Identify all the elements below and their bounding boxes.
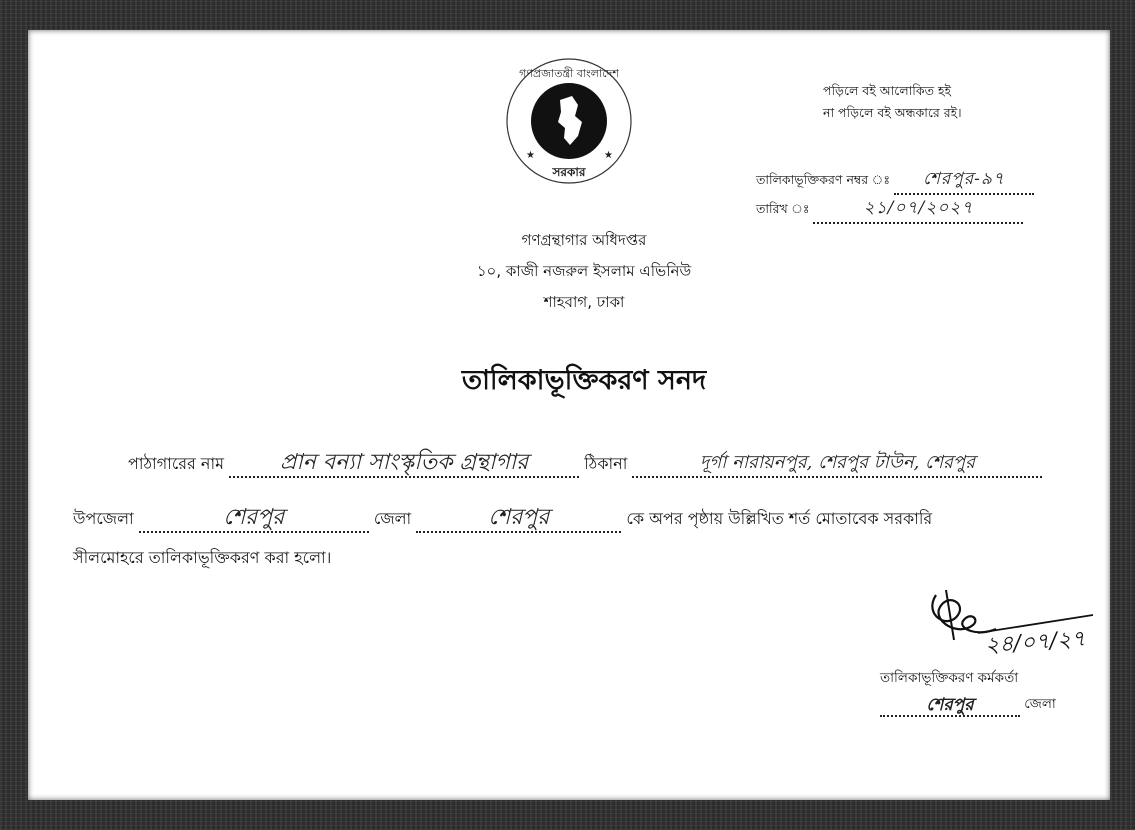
library-name-label: পাঠাগারের নাম xyxy=(128,454,225,473)
closing-line: সীলমোহরে তালিকাভূক্তিকরণ করা হলো। xyxy=(73,548,332,567)
line2-tail-text: কে অপর পৃষ্ঠায় উল্লিখিত শর্ত মোতাবেক সরকারি xyxy=(626,509,933,528)
district-value: শেরপুর xyxy=(416,505,621,533)
certificate-page xyxy=(28,30,1110,800)
officer-block xyxy=(880,665,1056,717)
district-label: জেলা xyxy=(373,509,412,528)
seal-top-text: গণপ্রজাতন্ত্রী বাংলাদেশ xyxy=(519,67,619,80)
office-name: গণগ্রন্থাগার অধিদপ্তর xyxy=(521,231,647,249)
library-line xyxy=(128,450,1042,478)
office-address-line1: ১০, কাজী নজরুল ইসলাম এভিনিউ xyxy=(476,262,692,280)
registration-date-label: তারিখ ঃ xyxy=(756,201,810,216)
office-address-line2: শাহবাগ, ঢাকা xyxy=(543,293,625,311)
upazila-value: শেরপুর xyxy=(139,505,369,533)
signature-date: ২৪/০৭/২৭ xyxy=(984,626,1087,659)
address-label: ঠিকানা xyxy=(584,454,628,473)
registration-block xyxy=(756,166,1034,224)
registration-date-value: ২১/০৭/২০২৭ xyxy=(863,198,974,218)
certificate-title-wrap xyxy=(28,360,1110,405)
officer-title: তালিকাভূক্তিকরণ কর্মকর্তা xyxy=(880,670,1019,686)
motto xyxy=(823,80,962,124)
library-name-value: প্রান বন্যা সাংস্কৃতিক গ্রন্থাগার xyxy=(229,450,579,478)
upazila-label: উপজেলা xyxy=(73,509,134,528)
registration-number-value: শেরপুর-৯৭ xyxy=(922,169,1005,189)
upazila-line xyxy=(73,505,932,533)
address-value: দূর্গা নারায়নপুর, শেরপুর টাউন, শেরপুর xyxy=(632,450,1042,478)
motto-line1: পড়িলে বই আলোকিত হই xyxy=(823,83,952,98)
officer-district-label: জেলা xyxy=(1024,696,1056,712)
svg-text:★: ★ xyxy=(604,150,613,161)
government-seal xyxy=(498,50,640,192)
motto-line2: না পড়িলে বই অন্ধকারে রই। xyxy=(823,105,962,120)
office-heading xyxy=(28,225,1110,318)
seal-bottom-text: সরকার xyxy=(552,165,586,179)
registration-number-label: তালিকাভূক্তিকরণ নম্বর ঃ xyxy=(756,172,890,187)
officer-district-value: শেরপুর xyxy=(880,695,1020,717)
svg-text:★: ★ xyxy=(526,150,535,161)
certificate-title: তালিকাভূক্তিকরণ সনদ xyxy=(461,365,707,396)
